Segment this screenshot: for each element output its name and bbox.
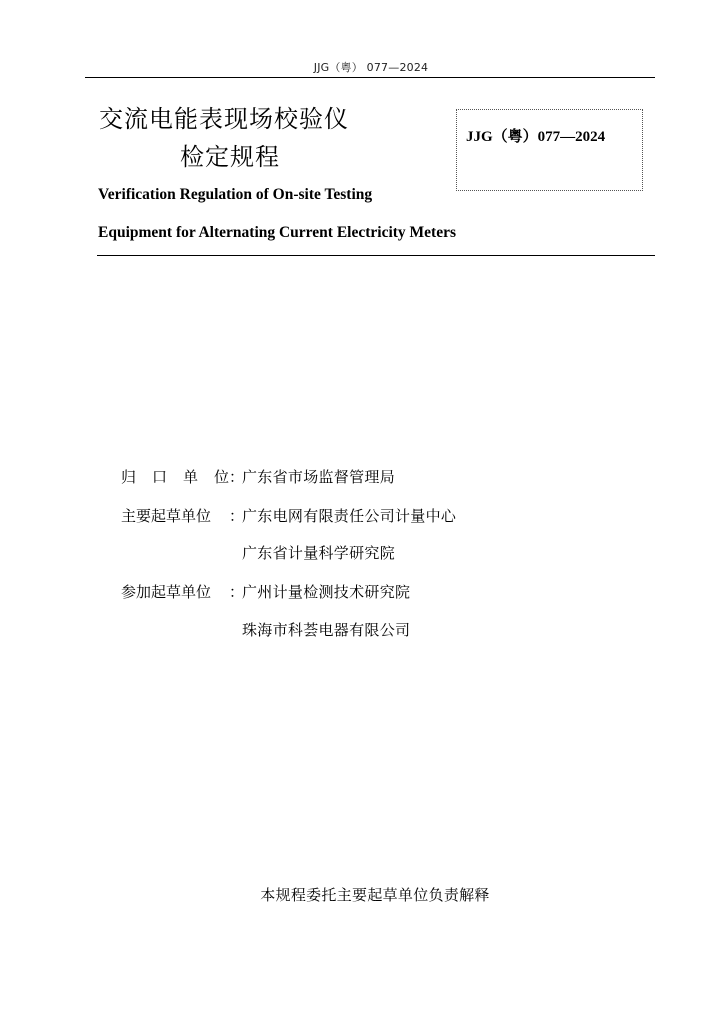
regulation-code: JJG（粤）077—2024 — [466, 129, 606, 145]
title-rule — [97, 255, 655, 256]
regulation-code-box — [456, 109, 643, 191]
english-title-line-2: Equipment for Alternating Current Electricity Meters — [98, 224, 457, 241]
responsible-unit-label — [121, 466, 239, 487]
header-rule — [85, 77, 655, 78]
running-header: JJG（粤） 077—2024 — [313, 61, 429, 74]
participating-drafting-label: 参加起草单位 — [121, 583, 212, 601]
main-drafting-label: 主要起草单位 — [121, 507, 212, 525]
main-drafting-unit-1: 广东电网有限责任公司计量中心 — [242, 507, 457, 525]
chinese-title-line-1: 交流电能表现场校验仪 — [99, 105, 349, 133]
label-char: 口 — [151, 468, 167, 486]
label-char: 位 — [213, 468, 229, 486]
participating-drafting-unit-1: 广州计量检测技术研究院 — [242, 583, 411, 601]
chinese-title-line-2: 检定规程 — [180, 143, 280, 171]
label-char: 归 — [121, 468, 137, 486]
label-colon: ： — [229, 583, 245, 601]
label-colon: ： — [229, 468, 245, 486]
english-title-line-1: Verification Regulation of On-site Testing — [98, 186, 373, 203]
main-drafting-unit-2: 广东省计量科学研究院 — [242, 544, 396, 562]
label-char: 单 — [182, 468, 198, 486]
responsible-unit-value: 广东省市场监督管理局 — [242, 468, 396, 486]
interpretation-note: 本规程委托主要起草单位负责解释 — [260, 886, 490, 904]
label-colon: ： — [229, 507, 245, 525]
participating-drafting-unit-2: 珠海市科荟电器有限公司 — [242, 621, 411, 639]
